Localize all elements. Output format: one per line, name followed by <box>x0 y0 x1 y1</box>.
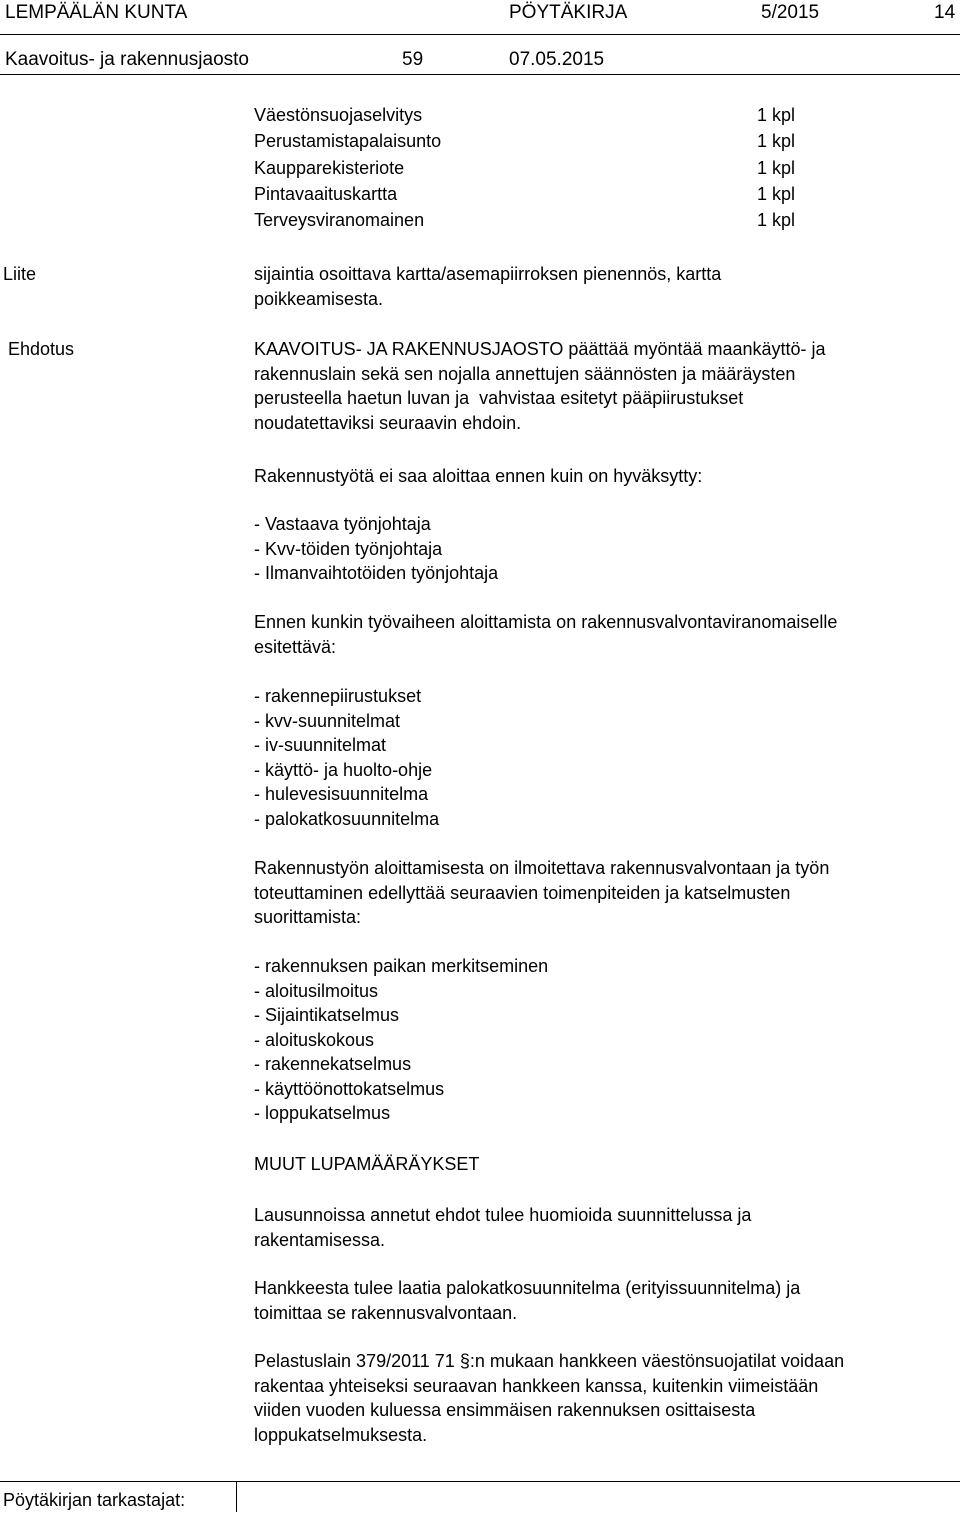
approval-list <box>254 512 960 586</box>
section-heading: MUUT LUPAMÄÄRÄYKSET <box>254 1154 480 1174</box>
paragraph-line: perusteella haetun luvan ja vahvistaa esitetyt pääpiirustukset <box>254 388 744 408</box>
list-item: - Kvv-töiden työnjohtaja <box>254 538 443 559</box>
paragraph-line: toteuttaminen edellyttää seuraavien toimenpiteiden ja katselmusten <box>254 882 791 903</box>
footer-reviewers-label: Pöytäkirjan tarkastajat: <box>3 1490 186 1510</box>
paragraph-line: rakennuslain sekä sen nojalla annettujen säännösten ja määräysten <box>254 363 796 384</box>
paragraph-line: KAAVOITUS- JA RAKENNUSJAOSTO päättää myöntää maankäyttö- ja <box>254 339 826 359</box>
attachment-qty: 1 kpl <box>757 158 796 178</box>
municipality-name: LEMPÄÄLÄN KUNTA <box>5 2 188 23</box>
list-item: - käyttö- ja huolto-ohje <box>254 759 433 780</box>
paragraph-3 <box>254 1349 960 1447</box>
plans-intro <box>254 610 960 659</box>
list-item: - rakennekatselmus <box>254 1054 412 1074</box>
plans-list <box>254 684 960 831</box>
inspections-list <box>254 954 960 1126</box>
document-number: 5/2015 <box>761 2 820 23</box>
header-rule-bottom <box>0 74 960 75</box>
attachment-name: Terveysviranomainen <box>254 210 425 230</box>
paragraph-line: rakentamisessa. <box>254 1229 386 1250</box>
meeting-date: 07.05.2015 <box>509 49 605 70</box>
paragraph-line: Rakennustyön aloittamisesta on ilmoitettava rakennusvalvontaan ja työn <box>254 858 830 878</box>
paragraph-line: loppukatselmuksesta. <box>254 1424 428 1445</box>
list-item: - kvv-suunnitelmat <box>254 710 401 731</box>
attachment-qty: 1 kpl <box>757 105 796 125</box>
list-item: - rakennepiirustukset <box>254 686 422 706</box>
paragraph-line: Hankkeesta tulee laatia palokatkosuunnitelma (erityissuunnitelma) ja <box>254 1278 801 1298</box>
list-item: - Vastaava työnjohtaja <box>254 514 431 534</box>
paragraph-line: Pelastuslain 379/2011 71 §:n mukaan hankkeen väestönsuojatilat voidaan <box>254 1351 845 1371</box>
attachment-name: Kaupparekisteriote <box>254 158 405 178</box>
list-item: - Sijaintikatselmus <box>254 1005 400 1025</box>
list-item: - Ilmanvaihtotöiden työnjohtaja <box>254 563 499 583</box>
paragraph-1 <box>254 1203 960 1252</box>
paragraph-line: suorittamista: <box>254 907 362 927</box>
paragraph-2 <box>254 1276 960 1325</box>
liite-text-line: poikkeamisesta. <box>254 289 384 309</box>
attachment-qty: 1 kpl <box>757 131 796 151</box>
footer-rule <box>0 1481 960 1482</box>
liite-text-line: sijaintia osoittava kartta/asemapiirroksen pienennös, kartta <box>254 264 722 284</box>
document-type: PÖYTÄKIRJA <box>509 2 628 23</box>
paragraph-line: viiden vuoden kuluessa ensimmäisen rakennuksen osittaisesta <box>254 1400 756 1420</box>
list-item: - loppukatselmus <box>254 1103 391 1123</box>
paragraph-line: Lausunnoissa annetut ehdot tulee huomioida suunnittelussa ja <box>254 1205 752 1225</box>
list-item: - käyttöönottokatselmus <box>254 1078 445 1099</box>
approval-intro: Rakennustyötä ei saa aloittaa ennen kuin on hyväksytty: <box>254 466 703 486</box>
paragraph-line: esitettävä: <box>254 636 337 657</box>
page-number: 14 <box>934 2 956 23</box>
footer-divider <box>236 1482 237 1512</box>
header-rule <box>0 34 960 35</box>
paragraph-line: noudatettaviksi seuraavin ehdoin. <box>254 412 522 433</box>
liite-label: Liite <box>3 264 37 284</box>
paragraph-line: toimittaa se rakennusvalvontaan. <box>254 1302 518 1323</box>
ehdotus-paragraph <box>254 337 960 435</box>
list-item: - aloituskokous <box>254 1029 375 1050</box>
paragraph-line: rakentaa yhteiseksi seuraavan hankkeen kanssa, kuitenkin viimeistään <box>254 1375 819 1396</box>
committee-name: Kaavoitus- ja rakennusjaosto <box>5 49 249 70</box>
list-item: - hulevesisuunnitelma <box>254 784 429 804</box>
list-item: - rakennuksen paikan merkitseminen <box>254 956 549 976</box>
attachment-name: Pintavaaituskartta <box>254 184 398 204</box>
section-number: 59 <box>402 49 424 70</box>
attachment-qty: 1 kpl <box>757 210 796 230</box>
ehdotus-label: Ehdotus <box>8 339 75 359</box>
attachment-qty: 1 kpl <box>757 184 796 204</box>
attachment-name: Väestönsuojaselvitys <box>254 105 423 125</box>
list-item: - aloitusilmoitus <box>254 980 379 1001</box>
list-item: - iv-suunnitelmat <box>254 735 387 755</box>
inspections-intro <box>254 856 960 930</box>
list-item: - palokatkosuunnitelma <box>254 808 440 829</box>
attachment-name: Perustamistapalaisunto <box>254 131 442 151</box>
paragraph-line: Ennen kunkin työvaiheen aloittamista on rakennusvalvontaviranomaiselle <box>254 612 838 632</box>
